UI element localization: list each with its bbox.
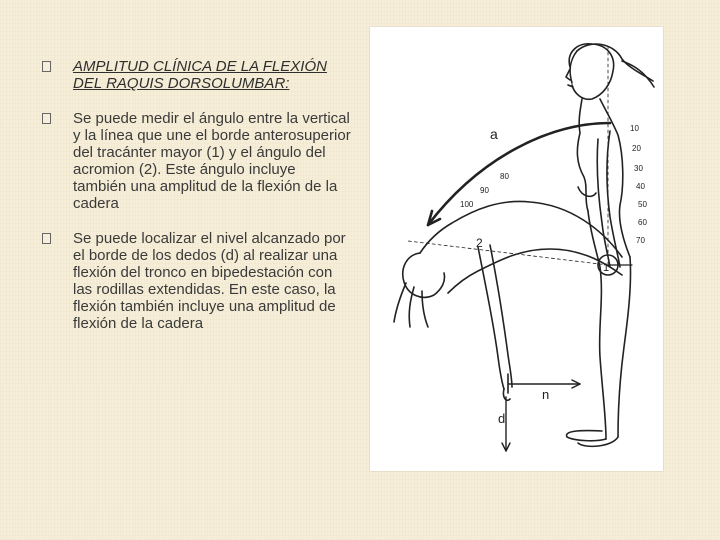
label-2: 2	[476, 236, 483, 250]
scale-tick-label: 30	[634, 164, 643, 173]
square-bullet-icon	[42, 61, 51, 72]
scale-tick-label: 20	[632, 144, 641, 153]
bullet-item-title	[42, 58, 352, 92]
square-bullet-icon	[42, 113, 51, 124]
scale-tick-label: 40	[636, 182, 645, 191]
bullet-list	[42, 58, 352, 350]
scale-tick-label: 70	[636, 236, 645, 245]
bullet-text-angle: Se puede medir el ángulo entre la vertical y la línea que une el borde anterosuperior del tracánter mayor (1) y el ángulo del acromion (2). Este ángulo incluye también una amplitud de la flexión de la cadera	[73, 110, 351, 212]
label-d: d	[498, 411, 506, 426]
scale-tick-label: 60	[638, 218, 647, 227]
scale-tick-label: 10	[630, 124, 639, 133]
bullet-text-fingers: Se puede localizar el nivel alcanzado por el borde de los dedos (d) al realizar una flexión del tronco en bipedestación con las rodillas extendidas. En este caso, la flexión también incluye una amplitud de flexión de la cadera	[73, 230, 346, 332]
illustration-svg	[370, 27, 663, 471]
scale-tick-label: 100	[460, 200, 474, 209]
spine-flexion-illustration	[370, 27, 663, 471]
slide-title: AMPLITUD CLÍNICA DE LA FLEXIÓN DEL RAQUIS DORSOLUMBAR:	[73, 58, 327, 92]
scale-tick-label: 90	[480, 186, 489, 195]
label-1: 1	[603, 262, 610, 274]
square-bullet-icon	[42, 233, 51, 244]
label-n: n	[542, 387, 550, 402]
label-a: a	[490, 126, 498, 142]
scale-tick-label: 50	[638, 200, 647, 209]
bullet-item-fingers	[42, 230, 352, 332]
bullet-item-angle	[42, 110, 352, 212]
scale-tick-label: 80	[500, 172, 509, 181]
